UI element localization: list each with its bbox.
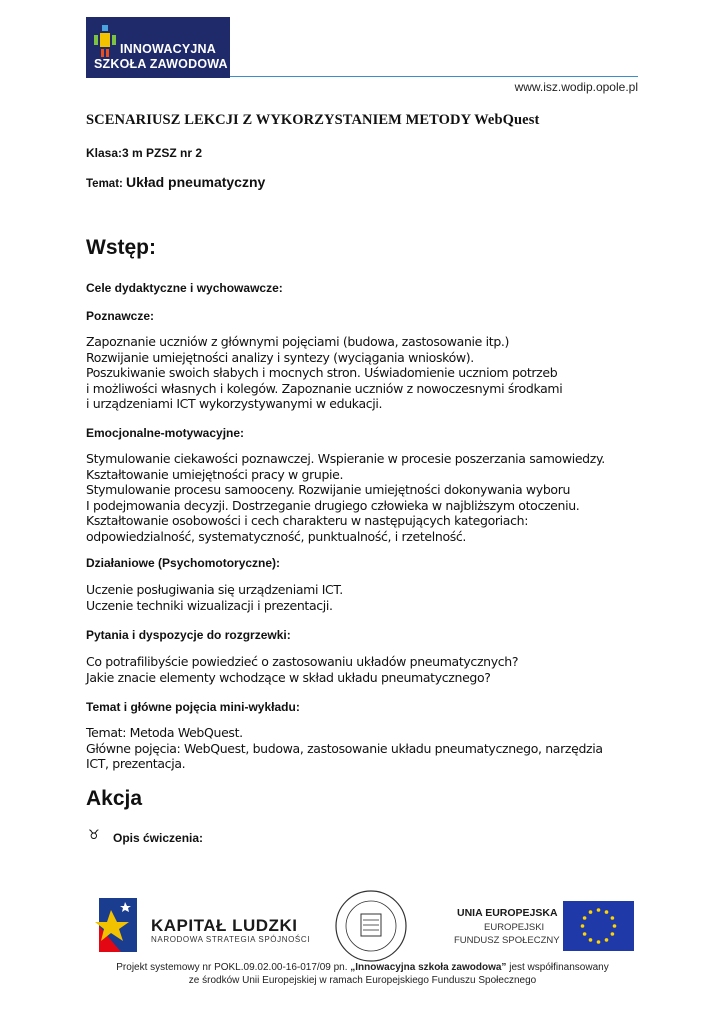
- eu-star: [597, 908, 601, 912]
- logo-line2: SZKOŁA ZAWODOWA: [94, 57, 228, 71]
- ue-line2: EUROPEJSKI: [484, 922, 545, 933]
- eu-star: [611, 932, 615, 936]
- text-line: Kształtowanie osobowości i cech charakteru w następujących kategoriach:: [86, 513, 529, 528]
- temat-wykladu-heading: Temat i główne pojęcia mini-wykładu:: [86, 700, 300, 714]
- eu-star: [613, 924, 617, 928]
- pytania-paragraph: [86, 654, 518, 685]
- opis-cwiczenia-heading: Opis ćwiczenia:: [113, 831, 204, 845]
- text-line: ICT, prezentacja.: [86, 756, 186, 771]
- temat-line: [86, 174, 265, 190]
- header-rule: [230, 76, 638, 77]
- header-url: www.isz.wodip.opole.pl: [514, 80, 638, 94]
- eu-star: [581, 924, 585, 928]
- text-line: Temat: Metoda WebQuest.: [86, 725, 243, 740]
- eu-star: [605, 938, 609, 942]
- dzialaniowe-paragraph: [86, 582, 343, 613]
- text-line: Stymulowanie ciekawości poznawczej. Wspieranie w procesie poszerzania samowiedzy.: [86, 451, 605, 466]
- eu-star: [597, 940, 601, 944]
- pytania-heading: Pytania i dyspozycje do rozgrzewki:: [86, 628, 291, 642]
- document-title: SCENARIUSZ LEKCJI Z WYKORZYSTANIEM METODY WebQuest: [86, 112, 540, 128]
- eu-star: [605, 910, 609, 914]
- ue-line3: FUNDUSZ SPOŁECZNY: [454, 935, 560, 946]
- kapital-ludzki-title: KAPITAŁ LUDZKI: [151, 916, 298, 935]
- dzialaniowe-heading: Działaniowe (Psychomotoryczne):: [86, 556, 281, 570]
- emocjonalne-heading: Emocjonalne-motywacyjne:: [86, 426, 245, 440]
- text-line: i urządzeniami ICT wykorzystywanymi w edukacji.: [86, 396, 383, 411]
- text-line: odpowiedzialność, systematyczność, punktualność, i rzetelność.: [86, 528, 467, 544]
- footer-line1-bold: „Innowacyjna szkoła zawodowa”: [350, 962, 507, 973]
- text-line: Kształtowanie umiejętności pracy w grupie.: [86, 466, 344, 482]
- eu-star: [583, 916, 587, 920]
- bullet-icon: ♉: [88, 828, 100, 843]
- text-line: Jakie znacie elementy wchodzące w skład układu pneumatycznego?: [86, 669, 491, 685]
- kapital-ludzki-logo-icon: [95, 896, 141, 954]
- eu-star: [589, 938, 593, 942]
- kapital-ludzki-subtitle: NARODOWA STRATEGIA SPÓJNOŚCI: [151, 935, 311, 944]
- eu-star: [611, 916, 615, 920]
- footer-funding-line: ze środków Unii Europejskiej w ramach Europejskiego Funduszu Społecznego: [188, 975, 537, 986]
- klasa-line: Klasa:3 m PZSZ nr 2: [86, 146, 203, 160]
- text-line: Stymulowanie procesu samooceny. Rozwijanie umiejętności dokonywania wyboru: [86, 482, 571, 497]
- poznawcze-heading: Poznawcze:: [86, 309, 155, 323]
- text-line: i możliwości własnych i kolegów. Zapoznanie uczniów z nowoczesnymi środkami: [86, 380, 563, 396]
- poznawcze-paragraph: [86, 334, 562, 412]
- text-line: Poszukiwanie swoich słabych i mocnych stron. Uświadomienie uczniom potrzeb: [86, 365, 558, 380]
- footer-line1-post: jest współfinansowany: [506, 962, 609, 973]
- temat-value: Układ pneumatyczny: [126, 174, 266, 190]
- emocjonalne-paragraph: [86, 451, 605, 544]
- footer-project-line: [0, 962, 725, 973]
- logo-line1: INNOWACYJNA: [120, 42, 216, 56]
- eu-star: [589, 910, 593, 914]
- section-wstep-heading: Wstęp:: [86, 236, 156, 259]
- text-line: Zapoznanie uczniów z głównymi pojęciami (budowa, zastosowanie itp.): [86, 334, 510, 349]
- eu-flag-icon: [563, 901, 634, 951]
- text-line: Uczenie techniki wizualizacji i prezentacji.: [86, 597, 333, 613]
- text-line: Uczenie posługiwania się urządzeniami ICT.: [86, 582, 343, 597]
- text-line: I podejmowania decyzji. Dostrzeganie drugiego człowieka w najbliższym otoczeniu.: [86, 497, 580, 513]
- temat-label: Temat:: [86, 178, 127, 190]
- eu-star: [583, 932, 587, 936]
- text-line: Co potrafilibyście powiedzieć o zastosowaniu układów pneumatycznych?: [86, 654, 519, 669]
- text-line: Główne pojęcia: WebQuest, budowa, zastosowanie układu pneumatycznego, narzędzia: [86, 740, 603, 756]
- section-akcja-heading: Akcja: [86, 787, 143, 810]
- school-logo: [86, 17, 230, 78]
- wodip-seal-icon: [333, 888, 409, 964]
- temat-wykladu-paragraph: [86, 725, 603, 772]
- footer-line1-pre: Projekt systemowy nr POKL.09.02.00-16-017/09 pn.: [116, 962, 351, 973]
- text-line: Rozwijanie umiejętności analizy i syntezy (wyciągania wniosków).: [86, 349, 474, 365]
- cele-heading: Cele dydaktyczne i wychowawcze:: [86, 281, 283, 295]
- ue-title: UNIA EUROPEJSKA: [457, 907, 558, 919]
